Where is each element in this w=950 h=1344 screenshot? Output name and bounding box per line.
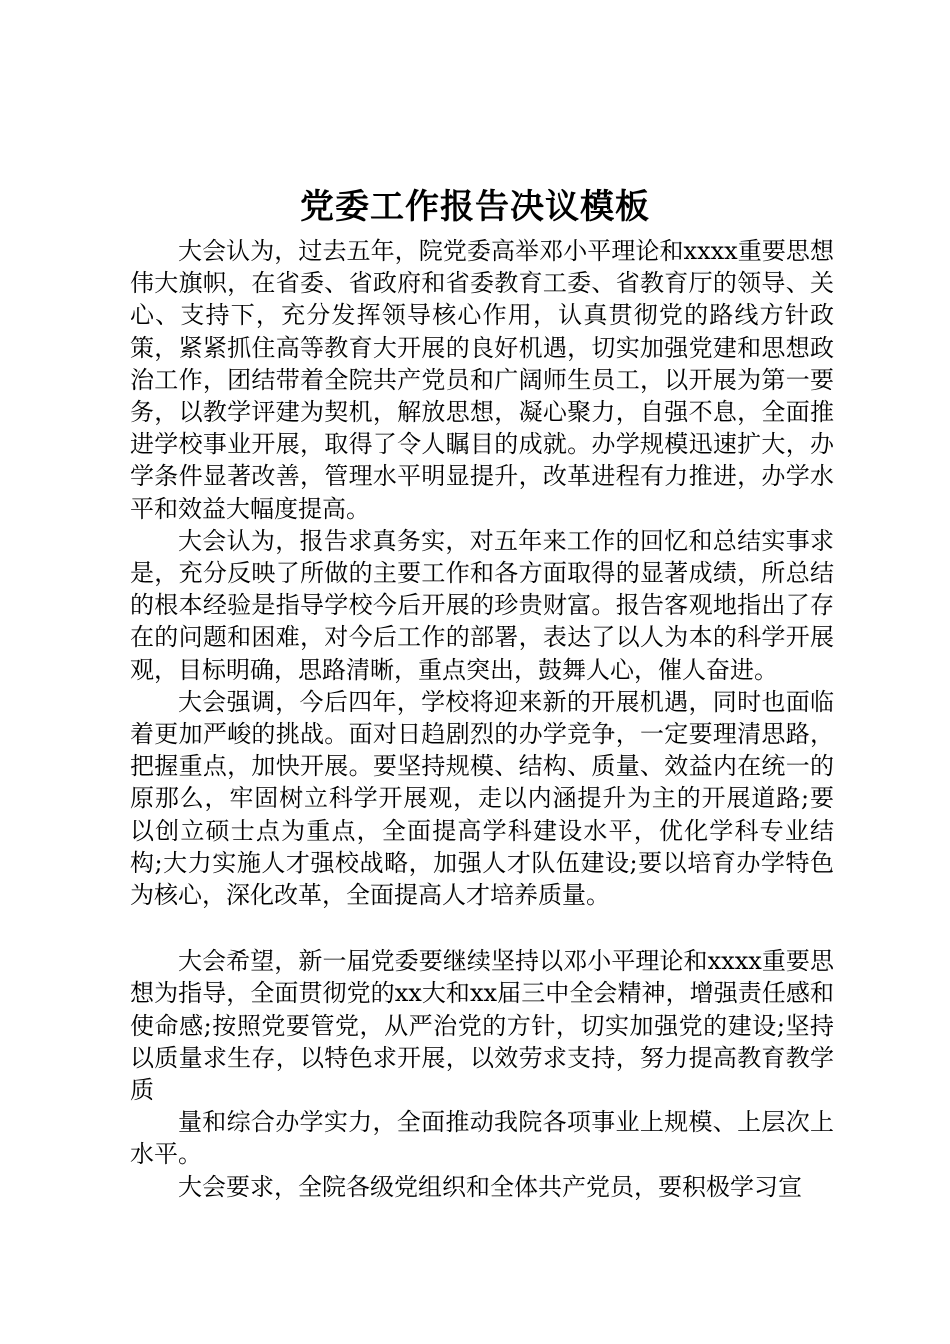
paragraph-2: 大会认为，报告求真务实，对五年来工作的回忆和总结实事求是，充分反映了所做的主要工作和各方面取得的显著成绩，所总结的根本经验是指导学校今后开展的珍贵财富。报告客观地指出了存在的问题和困难，对今后工作的部署，表达了以人为本的科学开展观，目标明确，思路清晰，重点突出，鼓舞人心，催人奋进。: [130, 526, 834, 684]
paragraph-4: 大会希望，新一届党委要继续坚持以邓小平理论和xxxx重要思想为指导，全面贯彻党的xx大和xx届三中全会精神，增强责任感和使命感;按照党要管党，从严治党的方针，切实加强党的建设;坚持以质量求生存，以特色求开展，以效劳求支持，努力提高教育教学质: [130, 947, 834, 1105]
paragraph-3: 大会强调，今后四年，学校将迎来新的开展机遇，同时也面临着更加严峻的挑战。面对日趋剧烈的办学竞争，一定要理清思路，把握重点，加快开展。要坚持规模、结构、质量、效益内在统一的原那么，牢固树立科学开展观，走以内涵提升为主的开展道路;要以创立硕士点为重点，全面提高学科建设水平，优化学科专业结构;大力实施人才强校战略，加强人才队伍建设;要以培育办学特色为核心，深化改革，全面提高人才培养质量。: [130, 687, 834, 910]
document-title: 党委工作报告决议模板: [300, 187, 650, 227]
paragraph-6: 大会要求，全院各级党组织和全体共产党员，要积极学习宣: [178, 1172, 802, 1201]
paragraph-1: 大会认为，过去五年，院党委高举邓小平理论和xxxx重要思想伟大旗帜，在省委、省政府和省委教育工委、省教育厅的领导、关心、支持下，充分发挥领导核心作用，认真贯彻党的路线方针政策，紧紧抓住高等教育大开展的良好机遇，切实加强党建和思想政治工作，团结带着全院共产党员和广阔师生员工，以开展为第一要务，以教学评建为契机，解放思想，凝心聚力，自强不息，全面推进学校事业开展，取得了令人瞩目的成就。办学规模迅速扩大，办学条件显著改善，管理水平明显提升，改革进程有力推进，办学水平和效益大幅度提高。: [130, 237, 834, 523]
paragraph-5: 量和综合办学实力，全面推动我院各项事业上规模、上层次上水平。: [130, 1108, 834, 1169]
document-body: [130, 235, 834, 1203]
